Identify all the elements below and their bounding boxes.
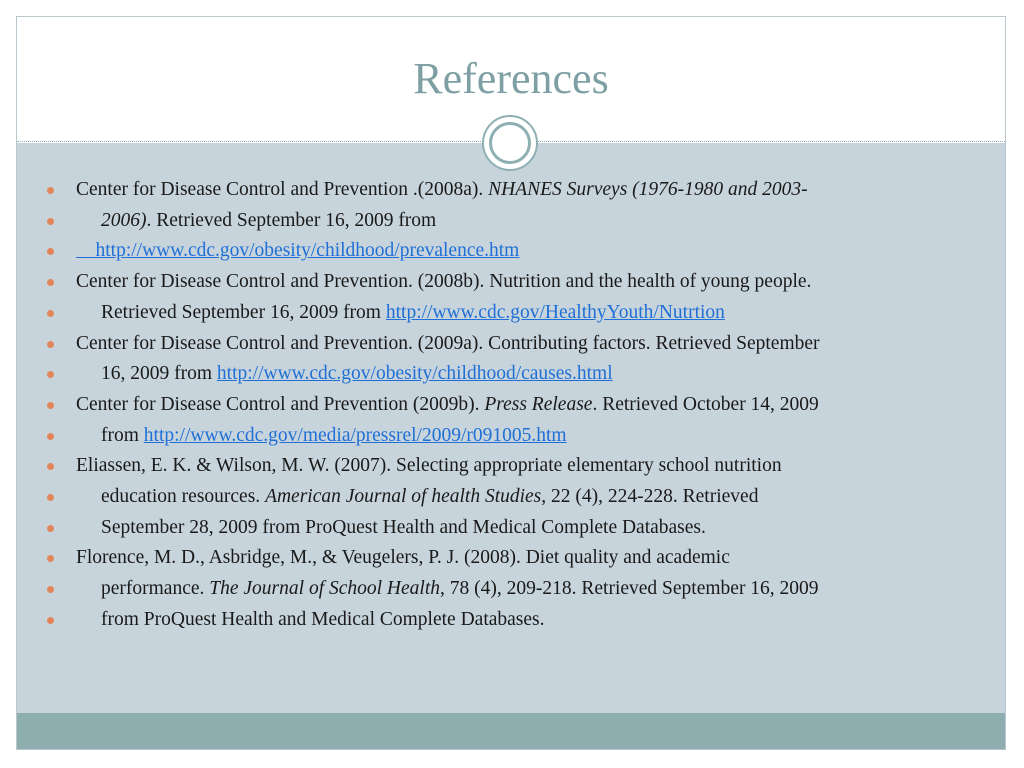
reference-line: [47, 329, 997, 360]
slide: [16, 16, 1006, 750]
reference-italic-title: The Journal of School Health: [209, 578, 441, 600]
reference-line: [47, 451, 997, 482]
reference-text: education resources.: [101, 486, 266, 508]
circle-ornament-icon: [482, 115, 538, 171]
reference-text: from ProQuest Health and Medical Complete Databases.: [101, 608, 545, 630]
reference-text: Center for Disease Control and Prevention. (2009a). Contributing factors. Retrieved September: [76, 332, 820, 354]
reference-text: Center for Disease Control and Prevention. (2008b). Nutrition and the health of young people.: [76, 271, 812, 293]
reference-italic-title: Press Release: [484, 393, 593, 415]
reference-text: Eliassen, E. K. & Wilson, M. W. (2007). Selecting appropriate elementary school nutrition: [76, 455, 782, 477]
reference-text: September 28, 2009 from ProQuest Health and Medical Complete Databases.: [101, 516, 706, 538]
reference-line: [47, 574, 997, 605]
reference-text: Retrieved September 16, 2009 from: [101, 301, 386, 323]
reference-line: [47, 421, 997, 452]
reference-line: [47, 206, 997, 237]
reference-text: Center for Disease Control and Prevention (2009b).: [76, 393, 485, 415]
reference-link[interactable]: http://www.cdc.gov/media/pressrel/2009/r091005.htm: [143, 424, 567, 446]
reference-line: [47, 605, 997, 636]
reference-line: [47, 390, 997, 421]
reference-italic-title: NHANES Surveys (1976-1980 and 2003-: [488, 179, 808, 200]
reference-text: . Retrieved October 14, 2009: [592, 393, 819, 415]
reference-line: [47, 543, 997, 574]
reference-line: [47, 236, 997, 267]
reference-text: Center for Disease Control and Prevention .(2008a).: [76, 179, 489, 200]
reference-line: [47, 267, 997, 298]
reference-text: . Retrieved September 16, 2009 from: [146, 209, 437, 231]
reference-line: [47, 175, 997, 206]
reference-line: [47, 298, 997, 329]
reference-line: [47, 482, 997, 513]
reference-line: [47, 359, 997, 390]
references-list: [47, 175, 997, 636]
reference-text: , 78 (4), 209-218. Retrieved September 16, 2009: [440, 578, 819, 600]
reference-text: performance.: [101, 578, 210, 600]
reference-text: , 22 (4), 224-228. Retrieved: [541, 486, 759, 508]
reference-italic-title: American Journal of health Studies: [265, 486, 542, 508]
reference-italic-title: 2006): [101, 209, 147, 231]
reference-link[interactable]: http://www.cdc.gov/obesity/childhood/causes.html: [216, 363, 613, 385]
reference-link[interactable]: http://www.cdc.gov/HealthyYouth/Nutrtion: [385, 301, 725, 323]
footer-bar: [17, 713, 1005, 749]
reference-text: 16, 2009 from: [101, 363, 217, 385]
reference-line: [47, 513, 997, 544]
reference-link[interactable]: http://www.cdc.gov/obesity/childhood/prevalence.htm: [76, 240, 520, 262]
reference-text: Florence, M. D., Asbridge, M., & Veugelers, P. J. (2008). Diet quality and academic: [76, 547, 730, 569]
reference-text: from: [101, 424, 144, 446]
page-title: References: [413, 54, 609, 103]
